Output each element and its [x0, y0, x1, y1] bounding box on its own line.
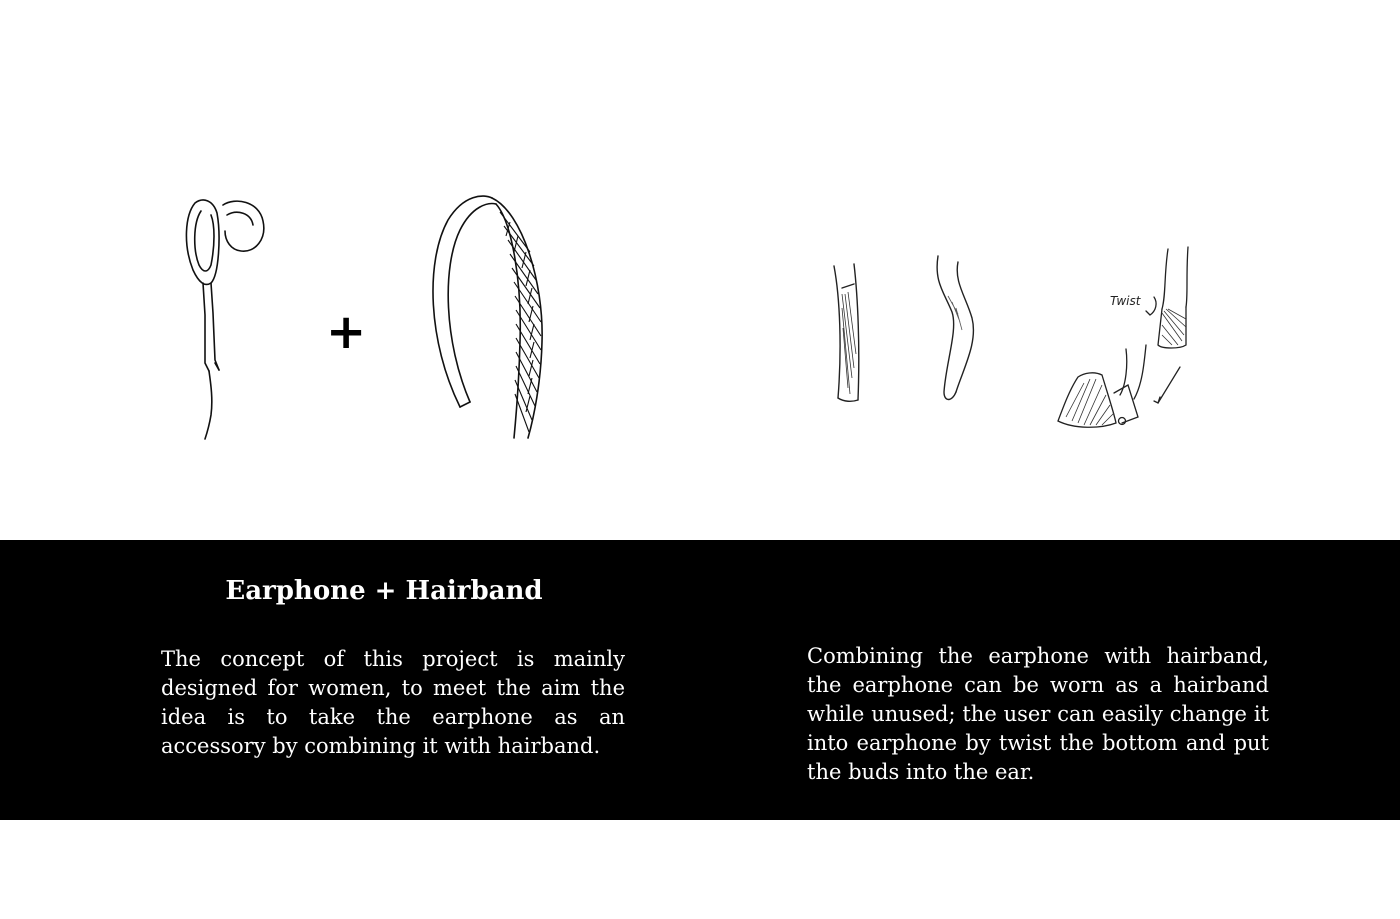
- function-paragraph: Combining the earphone with hairband, the earphone can be worn as a hairband while unused; the user can easily change it into earphone by twist the bottom and put the buds into the ear.: [807, 644, 1269, 784]
- plus-symbol: +: [326, 304, 367, 360]
- hairband-sketch: [430, 192, 570, 442]
- concept-sketch-1: [828, 258, 878, 408]
- twist-note: Twist: [1110, 294, 1141, 308]
- page-title: Earphone + Hairband: [225, 576, 543, 606]
- concept-sketch-3: [1050, 245, 1210, 435]
- concept-paragraph: The concept of this project is mainly designed for women, to meet the aim the idea is to take the earphone as an accessory by combining it with hairband.: [161, 647, 625, 758]
- concept-sketch-2: [930, 252, 990, 407]
- earphone-sketch: [175, 195, 275, 445]
